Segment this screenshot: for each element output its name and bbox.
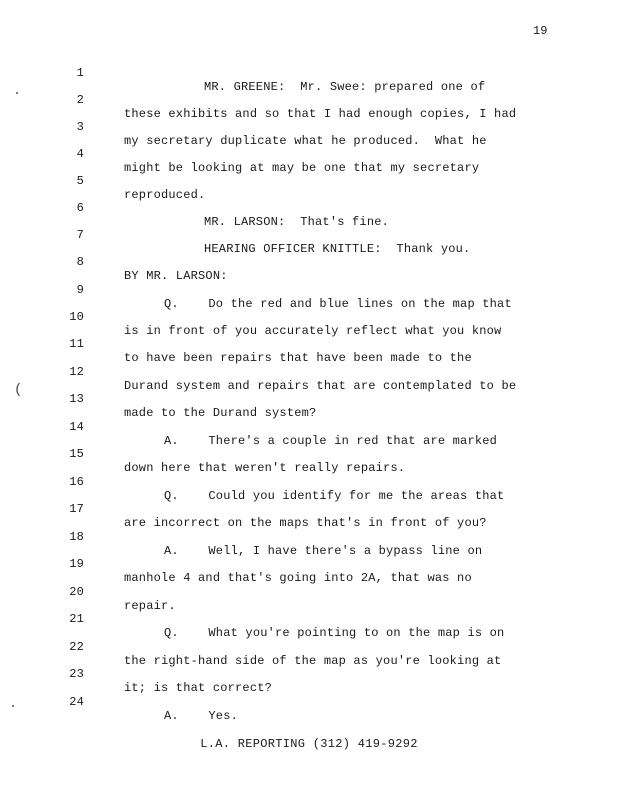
line-number: 14 (69, 420, 84, 434)
line-text: repair. (124, 599, 176, 613)
line-number: 17 (69, 502, 84, 516)
line-text: MR. LARSON: That's fine. (204, 215, 390, 229)
line-number: 15 (69, 447, 84, 461)
transcript-line (0, 543, 618, 585)
line-text: Q. What you're pointing to on the map is on (164, 626, 505, 640)
line-number: 16 (69, 475, 84, 489)
transcript-line (0, 133, 618, 175)
line-text: BY MR. LARSON: (124, 269, 228, 283)
margin-mark: ( (14, 382, 23, 398)
line-text: MR. GREENE: Mr. Swee: prepared one of (204, 80, 486, 94)
line-number: 10 (69, 310, 84, 324)
page-number: 19 (533, 24, 548, 38)
transcript-line (0, 269, 618, 311)
line-number: 20 (69, 585, 84, 599)
transcript-line (0, 461, 618, 503)
transcript-line (0, 378, 618, 420)
line-text: manhole 4 and that's going into 2A, that was no (124, 571, 472, 585)
line-text: reproduced. (124, 188, 206, 202)
line-number: 6 (76, 201, 84, 215)
transcript-line (0, 598, 618, 640)
line-number: 8 (76, 255, 84, 269)
line-number: 24 (69, 695, 84, 709)
transcript-line (0, 187, 618, 229)
line-text: to have been repairs that have been made to the (124, 351, 472, 365)
transcript-line (0, 516, 618, 558)
scan-speck (16, 92, 18, 94)
transcript-line (0, 406, 618, 448)
line-text: my secretary duplicate what he produced. What he (124, 134, 487, 148)
transcript-line (0, 351, 618, 393)
scan-speck (12, 705, 14, 707)
transcript-line (0, 106, 618, 148)
line-text: A. Yes. (164, 709, 239, 723)
transcript-line (0, 653, 618, 695)
transcript-line (0, 488, 618, 530)
line-text: A. Well, I have there's a bypass line on (164, 544, 483, 558)
line-text: might be looking at may be one that my secretary (124, 161, 480, 175)
transcript-line (0, 323, 618, 365)
line-text: down here that weren't really repairs. (124, 461, 406, 475)
line-number: 4 (76, 147, 84, 161)
transcript-line (0, 214, 618, 256)
transcript-line (0, 681, 618, 723)
line-text: are incorrect on the maps that's in front of you? (124, 516, 487, 530)
line-number: 7 (76, 228, 84, 242)
line-text: A. There's a couple in red that are marked (164, 434, 498, 448)
line-number: 9 (76, 283, 84, 297)
line-text: Q. Could you identify for me the areas that (164, 489, 505, 503)
line-text: made to the Durand system? (124, 406, 317, 420)
line-number: 5 (76, 174, 84, 188)
line-number: 19 (69, 557, 84, 571)
transcript-line (0, 433, 618, 475)
line-number: 23 (69, 667, 84, 681)
line-text: Q. Do the red and blue lines on the map that (164, 297, 512, 311)
line-number: 2 (76, 93, 84, 107)
transcript-line (0, 626, 618, 668)
line-text: Durand system and repairs that are contemplated to be (124, 379, 517, 393)
line-number: 11 (69, 337, 84, 351)
line-number: 21 (69, 612, 84, 626)
line-number: 1 (76, 66, 84, 80)
transcript-line (0, 241, 618, 283)
line-text: these exhibits and so that I had enough copies, I had (124, 107, 517, 121)
line-number: 3 (76, 120, 84, 134)
line-text: the right-hand side of the map as you're looking at (124, 654, 502, 668)
transcript-line (0, 296, 618, 338)
line-number: 22 (69, 640, 84, 654)
transcript-line (0, 79, 618, 121)
line-text: HEARING OFFICER KNITTLE: Thank you. (204, 242, 471, 256)
transcript-line (0, 160, 618, 202)
reporter-footer: L.A. REPORTING (312) 419-9292 (200, 737, 418, 751)
line-text: is in front of you accurately reflect what you know (124, 324, 502, 338)
transcript-line (0, 52, 618, 94)
transcript-line (0, 571, 618, 613)
line-number: 18 (69, 530, 84, 544)
line-number: 12 (69, 365, 84, 379)
line-number: 13 (69, 392, 84, 406)
line-text: it; is that correct? (124, 681, 273, 695)
